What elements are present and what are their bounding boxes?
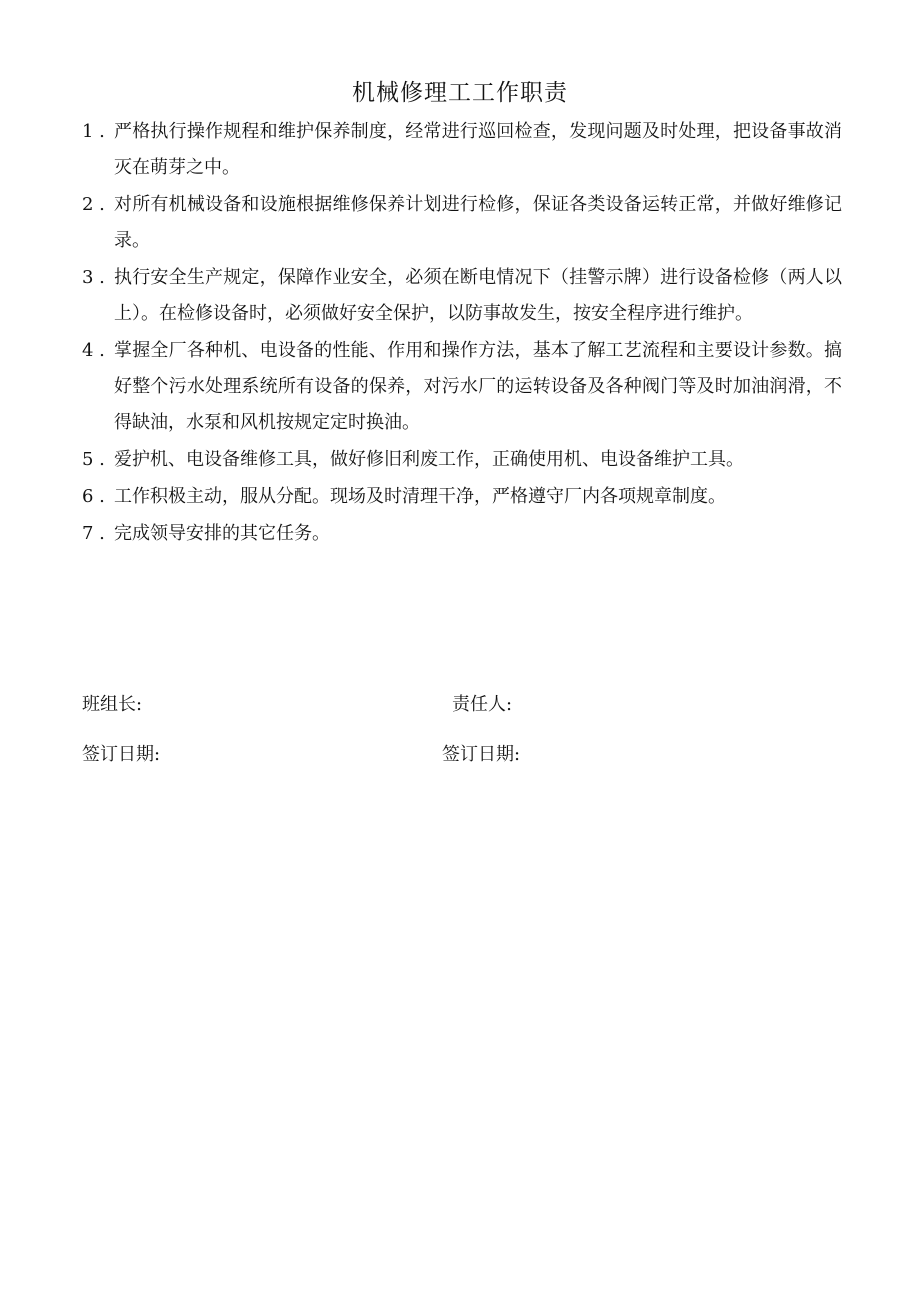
duty-item	[82, 442, 842, 478]
document-title: 机械修理工工作职责	[352, 80, 568, 106]
duty-number: 6 .	[82, 486, 105, 507]
duty-list	[82, 114, 842, 553]
duty-item	[82, 260, 842, 332]
duty-text: 爱护机、电设备维修工具，做好修旧利废工作，正确使用机、电设备维护工具。	[114, 449, 744, 470]
sign-date-right-label: 签订日期:	[442, 744, 521, 765]
duty-text: 工作积极主动，服从分配。现场及时清理干净，严格遵守厂内各项规章制度。	[114, 486, 726, 507]
sign-date-left-label: 签订日期:	[82, 744, 161, 765]
duty-number: 4 .	[82, 340, 105, 361]
duty-number: 7 .	[82, 523, 105, 544]
duty-number: 2 .	[82, 194, 105, 215]
duty-number: 1 .	[82, 121, 105, 142]
duty-text: 掌握全厂各种机、电设备的性能、作用和操作方法，基本了解工艺流程和主要设计参数。搞好整个污水处理系统所有设备的保养，对污水厂的运转设备及各种阀门等及时加油润滑，不得缺油，水泵和风机按规定定时换油。	[114, 340, 842, 433]
responsible-person-label: 责任人:	[452, 694, 513, 715]
duty-number: 5 .	[82, 449, 105, 470]
duty-text: 对所有机械设备和设施根据维修保养计划进行检修，保证各类设备运转正常，并做好维修记录。	[114, 194, 842, 251]
duty-text: 执行安全生产规定，保障作业安全，必须在断电情况下（挂警示牌）进行设备检修（两人以上）。在检修设备时，必须做好安全保护，以防事故发生，按安全程序进行维护。	[114, 267, 842, 324]
duty-item	[82, 187, 842, 259]
duty-item	[82, 516, 842, 552]
duty-item	[82, 114, 842, 186]
team-leader-label: 班组长:	[82, 694, 143, 715]
duty-item	[82, 333, 842, 441]
duty-item	[82, 479, 842, 515]
duty-text: 完成领导安排的其它任务。	[114, 523, 330, 544]
duty-number: 3 .	[82, 267, 105, 288]
duty-text: 严格执行操作规程和维护保养制度，经常进行巡回检查，发现问题及时处理，把设备事故消灭在萌芽之中。	[114, 121, 842, 178]
